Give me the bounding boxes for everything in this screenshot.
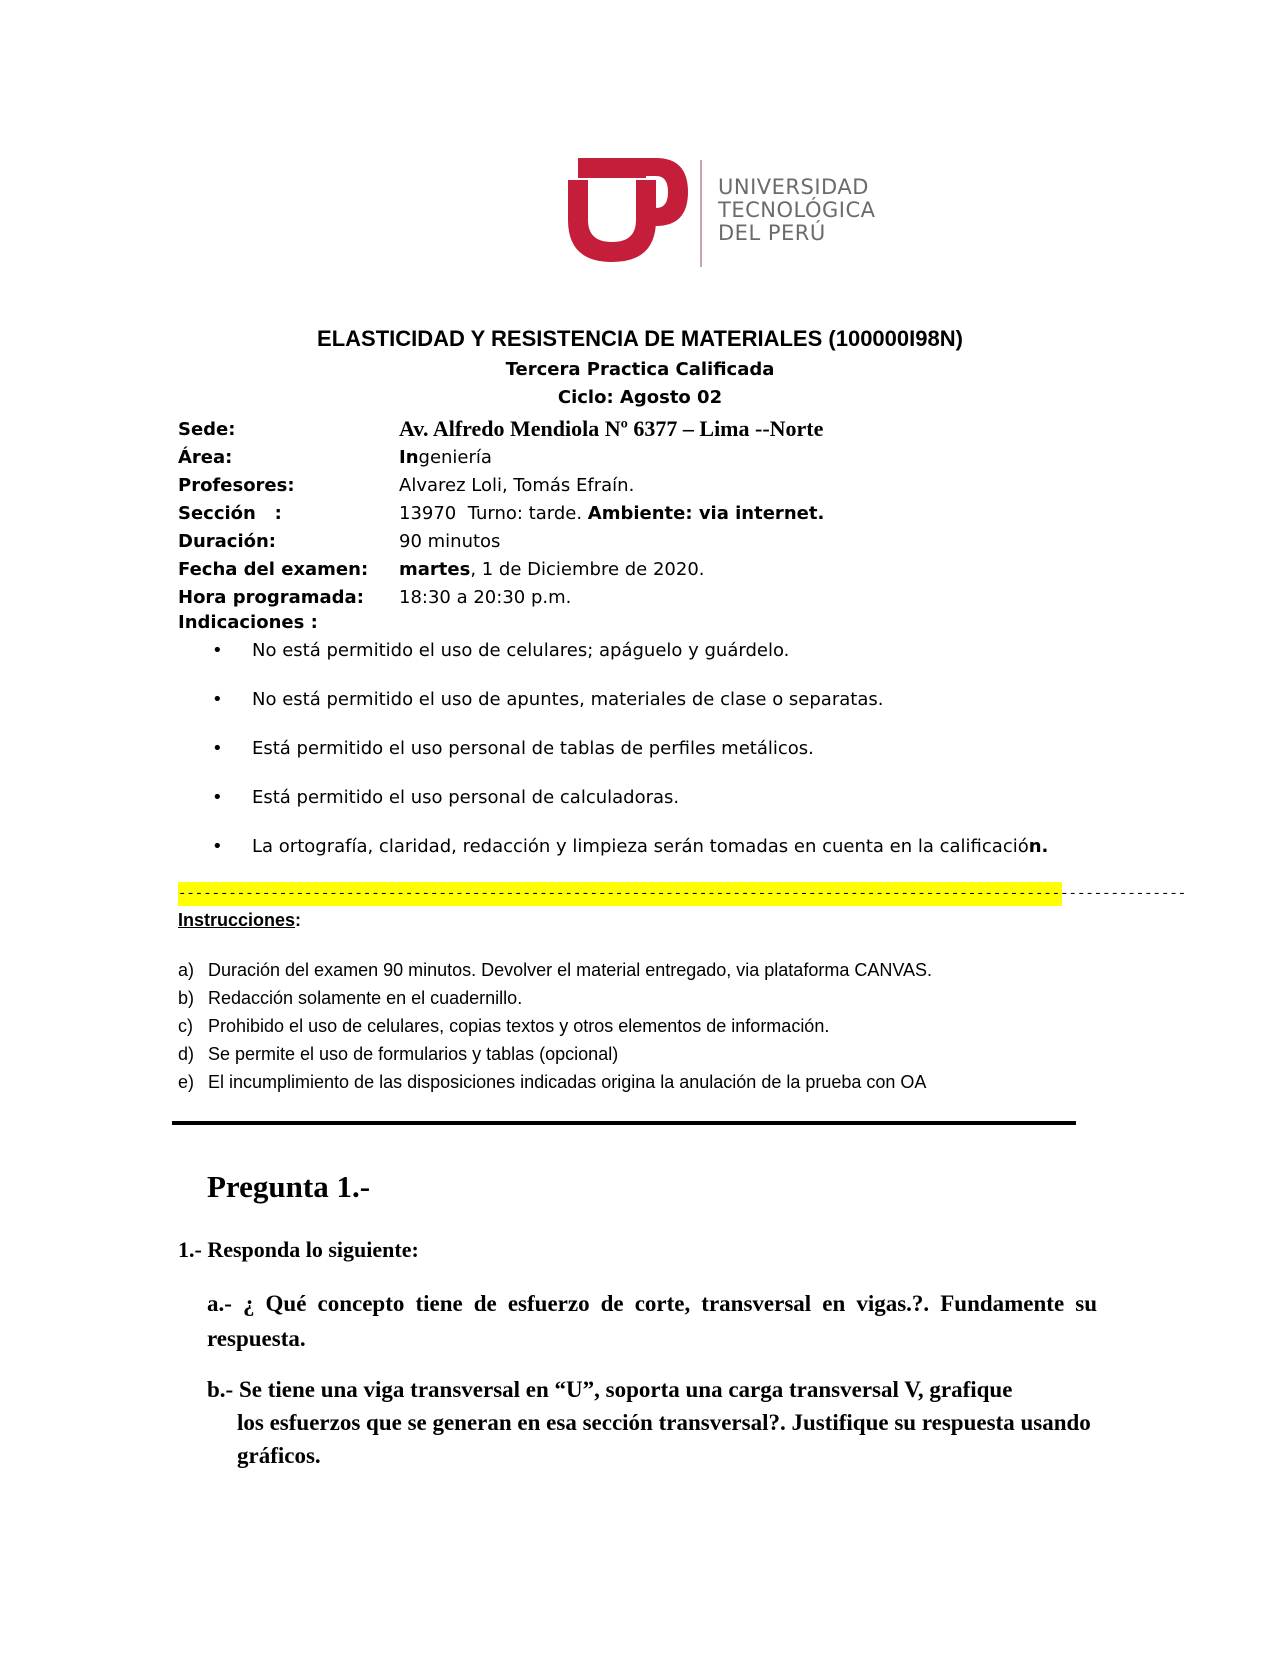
fecha-label: Fecha del examen: <box>178 559 369 580</box>
bullet-icon: • <box>212 787 223 808</box>
seccion-value: 13970 Turno: tarde. Ambiente: via internet. <box>399 503 825 524</box>
question-title: Pregunta 1.- <box>207 1169 371 1204</box>
bullet-icon: • <box>212 836 223 857</box>
indicaciones-list <box>212 640 1048 885</box>
list-item: • La ortografía, claridad, redacción y limpieza serán tomadas en cuenta en la calificación. <box>212 836 1049 857</box>
sede-value: Av. Alfredo Mendiola Nº 6377 – Lima --Norte <box>399 416 824 441</box>
bullet-icon: • <box>212 689 223 710</box>
duracion-label: Duración: <box>178 531 276 552</box>
logo-line-1: UNIVERSIDAD <box>718 175 869 199</box>
question-subtitle: 1.- Responda lo siguiente: <box>178 1237 419 1262</box>
seccion-label: Sección : <box>178 503 282 524</box>
question-b-first-line: b.- Se tiene una viga transversal en “U”, soporta una carga transversal V, grafique <box>207 1377 1013 1402</box>
list-item: • Está permitido el uso personal de tablas de perfiles metálicos. <box>212 738 814 759</box>
area-value: Ingeniería <box>399 447 492 468</box>
hora-label: Hora programada: <box>178 587 364 608</box>
bullet-icon: • <box>212 640 223 661</box>
utp-logo-mark-icon <box>556 150 706 280</box>
list-item: c) Prohibido el uso de celulares, copias textos y otros elementos de información. <box>178 1016 830 1036</box>
fecha-value: martes, 1 de Diciembre de 2020. <box>399 559 705 580</box>
question-b-continuation: los esfuerzos que se generan en esa sección transversal?. Justifique su respuesta usando gráficos. <box>237 1410 1091 1468</box>
list-item: • Está permitido el uso personal de calculadoras. <box>212 787 680 808</box>
list-item: • No está permitido el uso de celulares; apáguelo y guárdelo. <box>212 640 790 661</box>
instrucciones-list <box>178 960 932 1100</box>
course-title: ELASTICIDAD Y RESISTENCIA DE MATERIALES (100000I98N) <box>317 326 963 351</box>
question-a: a.- ¿ Qué concepto tiene de esfuerzo de corte, transversal en vigas.?. Fundamente su respuesta. <box>207 1291 1097 1351</box>
duracion-value: 90 minutos <box>399 531 501 552</box>
logo-wordmark <box>718 176 875 245</box>
logo-line-2: TECNOLÓGICA <box>718 198 876 222</box>
list-item: e) El incumplimiento de las disposiciones indicadas origina la anulación de la prueba con OA <box>178 1072 927 1092</box>
instrucciones-title: Instrucciones: <box>178 910 302 930</box>
cycle-label: Ciclo: Agosto 02 <box>557 387 723 408</box>
logo-divider <box>700 160 702 267</box>
area-label: Área: <box>178 447 233 468</box>
list-item: • No está permitido el uso de apuntes, materiales de clase o separatas. <box>212 689 884 710</box>
list-item: a) Duración del examen 90 minutos. Devolver el material entregado, via plataforma CANVAS. <box>178 960 933 980</box>
profesores-label: Profesores: <box>178 475 295 496</box>
list-item: b) Redacción solamente en el cuadernillo. <box>178 988 523 1008</box>
hora-value: 18:30 a 20:30 p.m. <box>399 587 572 608</box>
logo-line-3: DEL PERÚ <box>718 221 826 245</box>
highlighted-separator: ------------------------------------------------------------------------------------------------------------------------ <box>178 882 1062 906</box>
bullet-icon: • <box>212 738 223 759</box>
exam-subtitle: Tercera Practica Calificada <box>505 359 775 380</box>
sede-label: Sede: <box>178 419 236 440</box>
question-b <box>207 1373 1097 1472</box>
horizontal-rule <box>172 1121 1076 1125</box>
list-item: d) Se permite el uso de formularios y tablas (opcional) <box>178 1044 619 1064</box>
indicaciones-label: Indicaciones : <box>178 612 318 633</box>
profesores-value: Alvarez Loli, Tomás Efraín. <box>399 475 635 496</box>
